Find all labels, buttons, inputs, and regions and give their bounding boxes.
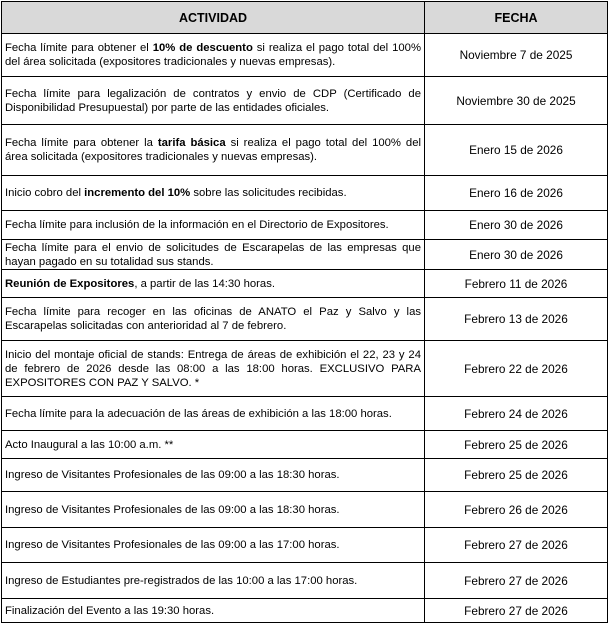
activity-cell (2, 125, 425, 176)
date-cell: Enero 30 de 2026 (425, 211, 608, 240)
header-fecha: FECHA (425, 2, 608, 34)
date-cell: Febrero 27 de 2026 (425, 599, 608, 623)
activity-cell (2, 176, 425, 211)
date-cell: Noviembre 7 de 2025 (425, 34, 608, 77)
activity-text: Ingreso de Estudiantes pre-registrados de las 10:00 a las 17:00 horas. (5, 574, 358, 587)
table-row (2, 176, 608, 211)
activity-text: Fecha límite para inclusión de la información en el Directorio de Expositores. (5, 219, 389, 231)
table-row (2, 341, 608, 397)
activity-cell (2, 77, 425, 125)
activity-text: Fecha límite para el envio de solicitudes de Escarapelas de las empresas que hayan pagado en su totalidad sus stands. (5, 241, 421, 268)
header-actividad: ACTIVIDAD (2, 2, 425, 34)
date-cell: Enero 30 de 2026 (425, 240, 608, 270)
date-cell: Febrero 26 de 2026 (425, 492, 608, 528)
activity-cell (2, 270, 425, 298)
date-cell: Febrero 13 de 2026 (425, 298, 608, 341)
activity-text: Ingreso de Visitantes Profesionales de las 09:00 a las 18:30 horas. (5, 469, 340, 481)
table-row (2, 125, 608, 176)
table-row (2, 528, 608, 563)
date-cell: Enero 15 de 2026 (425, 125, 608, 176)
activity-cell (2, 397, 425, 431)
activity-text: Fecha límite para obtener el (5, 42, 153, 54)
header-row (2, 2, 608, 34)
activity-cell (2, 298, 425, 341)
activity-cell (2, 528, 425, 563)
activity-text-rest: sobre las solicitudes recibidas. (190, 187, 347, 199)
activity-text: Acto Inaugural a las 10:00 a.m. ** (5, 438, 174, 451)
table-row (2, 77, 608, 125)
date-cell: Febrero 24 de 2026 (425, 397, 608, 431)
date-cell: Febrero 27 de 2026 (425, 563, 608, 599)
activity-text: Fecha límite para obtener la (5, 137, 158, 149)
activity-cell (2, 240, 425, 270)
activity-highlight: 10% de descuento (152, 42, 253, 54)
table-row (2, 599, 608, 623)
activity-text-rest: , a partir de las 14:30 horas. (134, 277, 275, 290)
activity-cell (2, 34, 425, 77)
activity-highlight: incremento del 10% (84, 187, 191, 199)
activity-highlight: tarifa básica (157, 137, 226, 149)
activity-text: Ingreso de Visitantes Profesionales de las 09:00 a las 17:00 horas. (5, 539, 340, 551)
table-row (2, 270, 608, 298)
date-cell: Febrero 25 de 2026 (425, 459, 608, 492)
activity-text: Fecha límite para la adecuación de las áreas de exhibición a las 18:00 horas. (5, 407, 392, 420)
activity-text: Inicio del montaje oficial de stands: Entrega de áreas de exhibición el 22, 23 y 24 de febrero de 2026 desde las 08:00 a las 18:00 horas. EXCLUSIVO PARA EXPOSITORES CON PAZ Y SALVO. * (5, 348, 421, 389)
date-cell: Enero 16 de 2026 (425, 176, 608, 211)
table-row (2, 431, 608, 459)
date-cell: Febrero 25 de 2026 (425, 431, 608, 459)
table-row (2, 240, 608, 270)
activity-text: Ingreso de Visitantes Profesionales de las 09:00 a las 18:30 horas. (5, 503, 340, 516)
activity-highlight: Reunión de Expositores (5, 277, 135, 290)
schedule-table (1, 1, 608, 623)
activity-text: Inicio cobro del (5, 187, 85, 199)
activity-text: Fecha límite para recoger en las oficinas de ANATO el Paz y Salvo y las Escarapelas solicitadas con anterioridad al 7 de febrero. (5, 306, 421, 332)
activity-text: Finalización del Evento a las 19:30 horas. (5, 604, 215, 617)
activity-text-rest: si realiza el pago total del 100% del área solicitada (expositores tradicionales y nuevas empresas). (5, 137, 421, 163)
activity-cell (2, 431, 425, 459)
table-row (2, 459, 608, 492)
table-row (2, 298, 608, 341)
activity-cell (2, 492, 425, 528)
date-cell: Febrero 11 de 2026 (425, 270, 608, 298)
activity-cell (2, 341, 425, 397)
date-cell: Febrero 27 de 2026 (425, 528, 608, 563)
activity-cell (2, 599, 425, 623)
activity-text-rest: si realiza el pago total del 100% del área solicitada (expositores tradicionales y nuevas empresas). (5, 42, 421, 68)
activity-text: Fecha límite para legalización de contratos y envio de CDP (Certificado de Disponibilidad Presupuestal) por parte de las entidades oficiales. (5, 87, 421, 114)
activity-cell (2, 563, 425, 599)
table-row (2, 34, 608, 77)
activity-cell (2, 459, 425, 492)
table-row (2, 492, 608, 528)
table-row (2, 211, 608, 240)
activity-cell (2, 211, 425, 240)
date-cell: Febrero 22 de 2026 (425, 341, 608, 397)
table-row (2, 563, 608, 599)
table-row (2, 397, 608, 431)
date-cell: Noviembre 30 de 2025 (425, 77, 608, 125)
